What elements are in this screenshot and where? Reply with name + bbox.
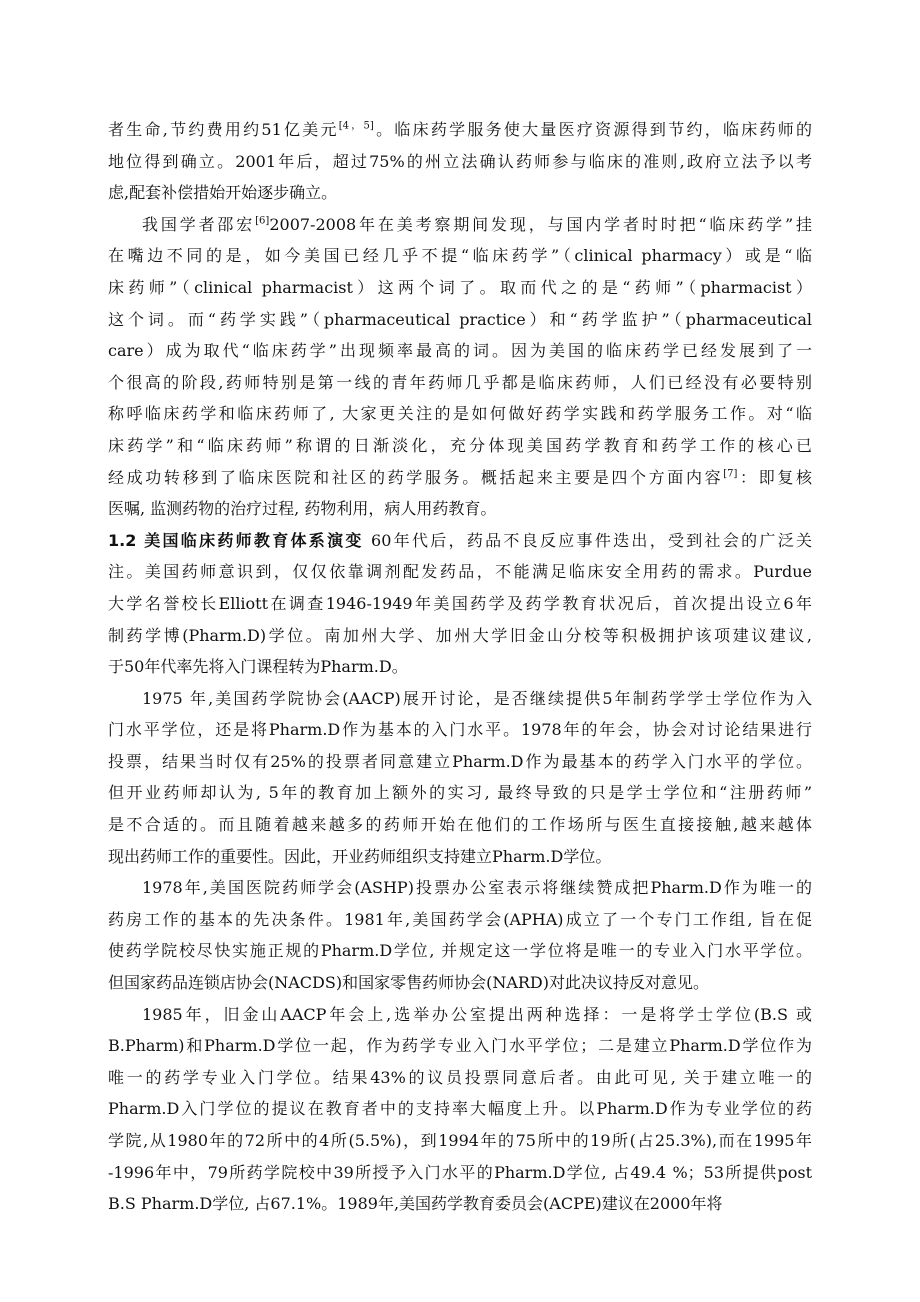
text-line: 称呼临床药学和临床药师了, 大家更关注的是如何做好药学实践和药学服务工作。对“临 xyxy=(108,404,812,424)
text-line: 1985年，旧金山AACP年会上,选举办公室提出两种选择：一是将学士学位(B.S 或 xyxy=(142,1004,812,1024)
text-line: 这个词。而“药学实践”（pharmaceutical practice）和“药学监护”（pharmaceutical xyxy=(108,309,812,329)
text-line: 虑,配套补偿措始开始逐步确立。 xyxy=(108,183,338,203)
text-line: 大学名誉校长Elliott在调查1946-1949年美国药学及药学教育状况后，首次提出设立6年 xyxy=(108,593,812,613)
text-line: 药房工作的基本的先决条件。1981年,美国药学会(APHA)成立了一个专门工作组, 旨在促 xyxy=(108,909,812,929)
text-line: 学院,从1980年的72所中的4所(5.5%)，到1994年的75所中的19所(占25.3%),而在1995年 xyxy=(108,1131,812,1150)
text-line: 门水平学位，还是将Pharm.D作为基本的入门水平。1978年的年会，协会对讨论结果进行 xyxy=(108,720,812,740)
text-line: 床药师”（clinical pharmacist）这两个词了。取而代之的是“药师”（pharmacist） xyxy=(108,277,812,297)
text-line: 床药学”和“临床药师”称谓的日渐淡化，充分体现美国药学教育和药学工作的核心已 xyxy=(108,435,812,455)
text-line: 1975 年,美国药学院协会(AACP)展开讨论，是否继续提供5年制药学学士学位作为入 xyxy=(142,688,812,708)
text-line: 在嘴边不同的是，如今美国已经几乎不提“临床药学”（clinical pharmacy）或是“临 xyxy=(108,246,812,266)
text-line: 我国学者邵宏[6]2007-2008年在美考察期间发现，与国内学者时时把“临床药学”挂 xyxy=(142,214,812,234)
text-line: -1996年中，79所药学院校中39所授予入门水平的Pharm.D学位, 占49.4 %；53所提供post xyxy=(108,1162,812,1182)
text-line: 者生命,节约费用约51亿美元[4，5]。临床药学服务使大量医疗资源得到节约，临床药师的 xyxy=(108,120,812,139)
text-line: 使药学院校尽快实施正规的Pharm.D学位, 并规定这一学位将是唯一的专业入门水平学位。 xyxy=(108,941,812,961)
text-line: 经成功转移到了临床医院和社区的药学服务。概括起来主要是四个方面内容[7]：即复核 xyxy=(108,467,812,487)
text-line: 是不合适的。而且随着越来越多的药师开始在他们的工作场所与医生直接接触,越来越体 xyxy=(108,815,812,835)
text-line: 注。美国药师意识到，仅仅依靠调剂配发药品，不能满足临床安全用药的需求。Purdue xyxy=(108,562,812,582)
text-line: Pharm.D入门学位的提议在教育者中的支持率大幅度上升。以Pharm.D作为专业学位的药 xyxy=(108,1099,812,1119)
citation-marker: [6] xyxy=(255,215,270,227)
text-line: 但国家药品连锁店协会(NACDS)和国家零售药师协会(NARD)对此决议持反对意见。 xyxy=(108,973,709,993)
citation-marker: [4，5] xyxy=(338,120,374,132)
text-line: 1978年,美国医院药师学会(ASHP)投票办公室表示将继续赞成把Pharm.D作为唯一的 xyxy=(142,878,812,898)
text-line: 医嘱, 监测药物的治疗过程, 药物利用，病人用药教育。 xyxy=(108,499,497,519)
text-line: 地位得到确立。2001年后，超过75%的州立法确认药师参与临床的准则,政府立法予以考 xyxy=(108,151,812,171)
text-line: B.Pharm)和Pharm.D学位一起，作为药学专业入门水平学位；二是建立Pharm.D学位作为 xyxy=(108,1036,812,1056)
text-line: care）成为取代“临床药学”出现频率最高的词。因为美国的临床药学已经发展到了一 xyxy=(108,341,812,361)
section-heading: 1.2 美国临床药师教育体系演变 xyxy=(108,530,364,550)
text-line: 但开业药师却认为, 5年的教育加上额外的实习, 最终导致的只是学士学位和“注册药师” xyxy=(108,783,812,803)
text-line: 现出药师工作的重要性。因此，开业药师组织支持建立Pharm.D学位。 xyxy=(108,846,612,866)
text-line: 唯一的药学专业入门学位。结果43%的议员投票同意后者。由此可见, 关于建立唯一的 xyxy=(108,1067,812,1087)
citation-marker: [7] xyxy=(723,468,738,480)
text-line: 个很高的阶段,药师特别是第一线的青年药师几乎都是临床药师，人们已经没有必要特别 xyxy=(108,372,812,392)
text-line: 投票，结果当时仅有25%的投票者同意建立Pharm.D作为最基本的药学入门水平的学位。 xyxy=(108,751,812,771)
section-heading-line: 1.2 美国临床药师教育体系演变 60年代后，药品不良反应事件迭出，受到社会的广泛关 xyxy=(108,530,812,550)
text-line: B.S Pharm.D学位, 占67.1%。1989年,美国药学教育委员会(ACPE)建议在2000年将 xyxy=(108,1194,723,1214)
text-line: 于50年代率先将入门课程转为Pharm.D。 xyxy=(108,657,408,677)
text-line: 制药学博(Pharm.D)学位。南加州大学、加州大学旧金山分校等积极拥护该项建议建议, xyxy=(108,625,812,645)
